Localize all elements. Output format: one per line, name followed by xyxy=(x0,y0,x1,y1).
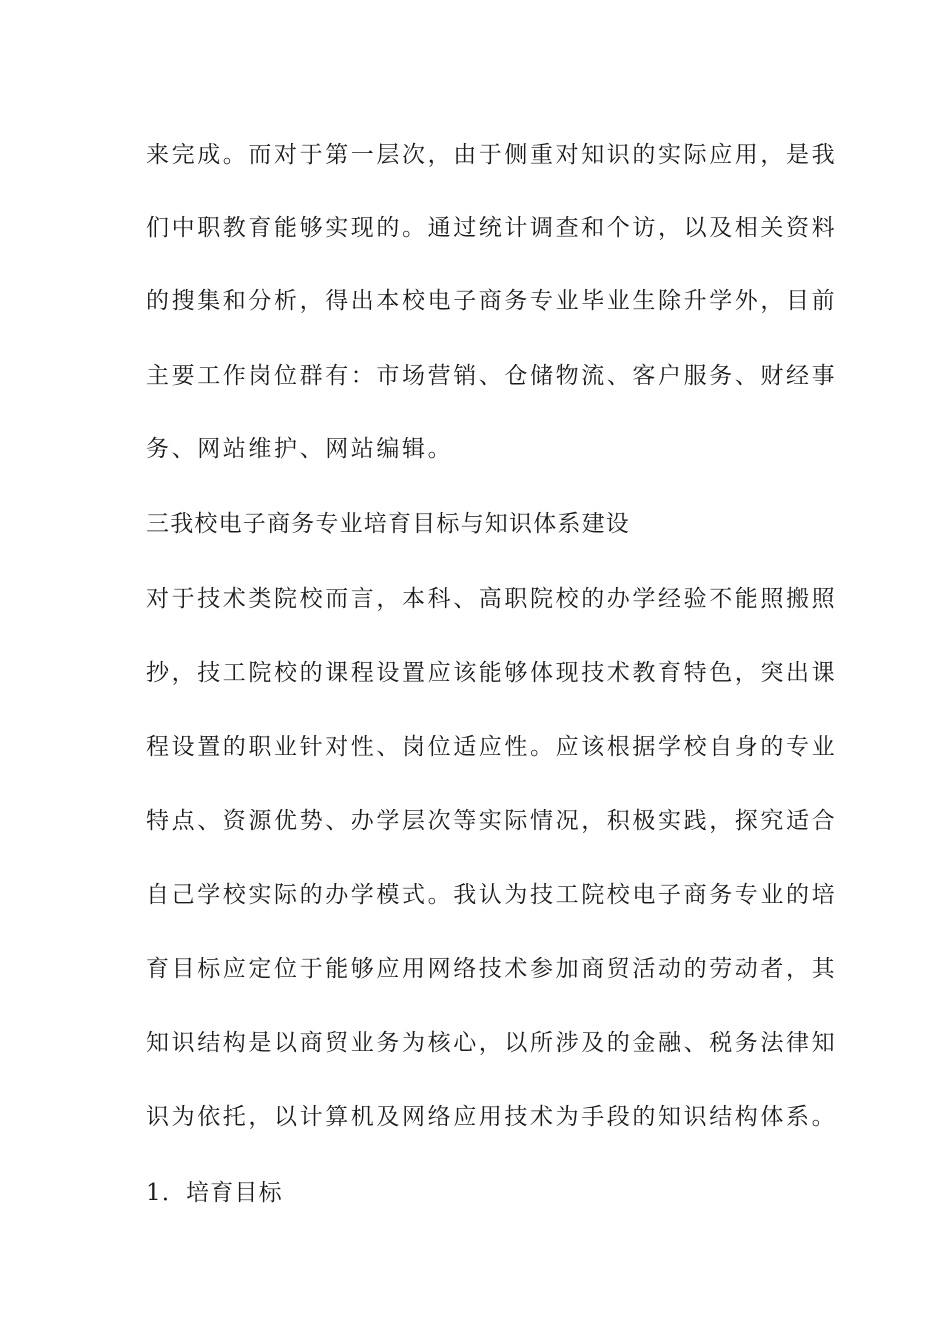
body-text-line: 抄，技工院校的课程设置应该能够体现技术教育特色，突出课 xyxy=(146,660,838,686)
body-text-line: 知识结构是以商贸业务为核心，以所涉及的金融、税务法律知 xyxy=(146,1030,838,1056)
body-text-line: 特点、资源优势、办学层次等实际情况，积极实践，探究适合 xyxy=(146,808,838,834)
body-text-line: 的搜集和分析，得出本校电子商务专业毕业生除升学外，目前 xyxy=(146,288,838,314)
body-text-line: 们中职教育能够实现的。通过统计调查和个访，以及相关资料 xyxy=(146,215,838,241)
body-text-line: 主要工作岗位群有：市场营销、仓储物流、客户服务、财经事 xyxy=(146,363,838,389)
body-text-line: 自己学校实际的办学模式。我认为技工院校电子商务专业的培 xyxy=(146,882,838,908)
body-text-line: 对于技术类院校而言，本科、高职院校的办学经验不能照搬照 xyxy=(146,586,838,612)
subsection-heading: 1．培育目标 xyxy=(146,1180,283,1206)
body-text-line: 务、网站维护、网站编辑。 xyxy=(146,436,454,462)
body-text-line: 程设置的职业针对性、岗位适应性。应该根据学校自身的专业 xyxy=(146,734,838,760)
section-heading: 三我校电子商务专业培育目标与知识体系建设 xyxy=(146,511,630,537)
body-text-line: 识为依托，以计算机及网络应用技术为手段的知识结构体系。 xyxy=(146,1104,838,1130)
body-text-line: 育目标应定位于能够应用网络技术参加商贸活动的劳动者，其 xyxy=(146,956,838,982)
body-text-line: 来完成。而对于第一层次，由于侧重对知识的实际应用，是我 xyxy=(146,142,838,168)
